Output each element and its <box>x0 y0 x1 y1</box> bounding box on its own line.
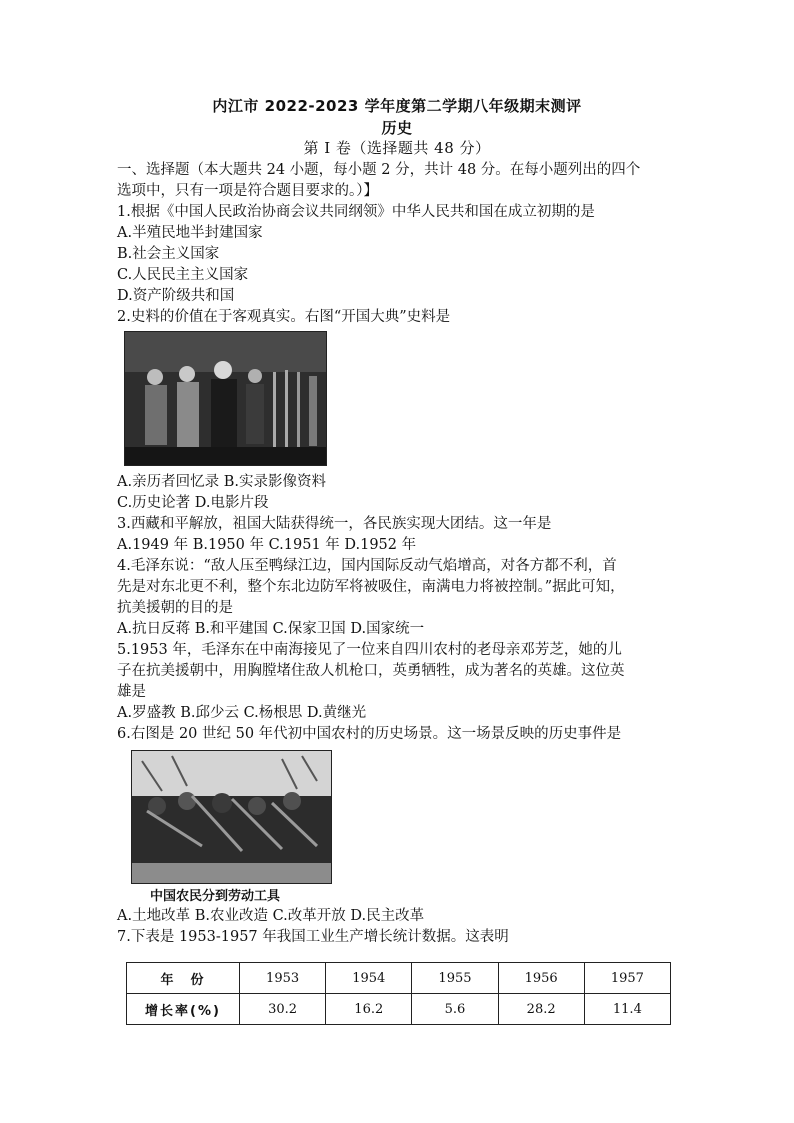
question-4-options: A.抗日反蒋 B.和平建国 C.保家卫国 D.国家统一 <box>117 621 425 637</box>
question-3-stem: 3.西藏和平解放，祖国大陆获得统一，各民族实现大团结。这一年是 <box>117 516 552 532</box>
question-1-option-c: C.人民民主主义国家 <box>117 267 249 283</box>
table-cell: 1954 <box>326 963 412 994</box>
founding-ceremony-photo <box>124 331 327 466</box>
question-1-option-d: D.资产阶级共和国 <box>117 288 235 304</box>
table-cell: 1956 <box>498 963 584 994</box>
question-1-option-a: A.半殖民地半封建国家 <box>117 225 263 241</box>
question-2-stem: 2.史料的价值在于客观真实。右图“开国大典”史料是 <box>117 309 451 325</box>
question-7-stem: 7.下表是 1953-1957 年我国工业生产增长统计数据。这表明 <box>117 929 509 945</box>
photo-caption: 中国农民分到劳动工具 <box>150 889 281 904</box>
founding-ceremony-illustration <box>125 332 326 465</box>
table-cell: 5.6 <box>412 994 498 1025</box>
question-5-stem-line-2: 子在抗美援朝中，用胸膛堵住敌人机枪口，英勇牺牲，成为著名的英雄。这位英 <box>117 663 625 679</box>
question-4-stem-line-2: 先是对东北更不利，整个东北边防军将被吸住，南满电力将被控制。”据此可知， <box>117 579 625 595</box>
question-1-stem: 1.根据《中国人民政治协商会议共同纲领》中华人民共和国在成立初期的是 <box>117 204 595 220</box>
instructions-line-1: 一、选择题（本大题共 24 小题，每小题 2 分，共计 48 分。在每小题列出的四个 <box>117 162 641 178</box>
question-5-options: A.罗盛教 B.邱少云 C.杨根思 D.黄继光 <box>117 705 367 721</box>
section-heading: 第 I 卷（选择题共 48 分） <box>303 139 491 157</box>
table-header-year: 年 份 <box>127 963 240 994</box>
question-3-options: A.1949 年 B.1950 年 C.1951 年 D.1952 年 <box>117 537 417 553</box>
question-4-stem-line-1: 4.毛泽东说：“敌人压至鸭绿江边，国内国际反动气焰增高，对各方都不利，首 <box>117 558 617 574</box>
table-cell: 1955 <box>412 963 498 994</box>
question-5-stem-line-3: 雄是 <box>117 684 146 700</box>
question-6-options: A.土地改革 B.农业改造 C.改革开放 D.民主改革 <box>117 908 425 924</box>
table-cell: 16.2 <box>326 994 412 1025</box>
question-6-stem: 6.右图是 20 世纪 50 年代初中国农村的历史场景。这一场景反映的历史事件是 <box>117 726 622 742</box>
table-cell: 1953 <box>240 963 326 994</box>
table-cell: 28.2 <box>498 994 584 1025</box>
table-cell: 11.4 <box>584 994 670 1025</box>
table-cell: 1957 <box>584 963 670 994</box>
farmers-tools-illustration <box>132 751 331 883</box>
exam-title: 内江市 2022-2023 学年度第二学期八年级期末测评 <box>212 97 582 115</box>
question-2-option-cd: C.历史论著 D.电影片段 <box>117 495 269 511</box>
table-header-rate: 增长率(%) <box>127 994 240 1025</box>
question-2-option-ab: A.亲历者回忆录 B.实录影像资料 <box>117 474 326 490</box>
instructions-line-2: 选项中，只有一项是符合题目要求的。）】 <box>117 183 378 199</box>
industrial-growth-table <box>126 962 671 1025</box>
question-5-stem-line-1: 5.1953 年，毛泽东在中南海接见了一位来自四川农村的老母亲邓芳芝，她的儿 <box>117 642 622 658</box>
exam-subject: 历史 <box>381 119 413 137</box>
question-1-option-b: B.社会主义国家 <box>117 246 220 262</box>
farmers-tools-photo <box>131 750 332 884</box>
question-4-stem-line-3: 抗美援朝的目的是 <box>117 600 233 616</box>
table-row <box>127 963 671 994</box>
table-cell: 30.2 <box>240 994 326 1025</box>
table-row <box>127 994 671 1025</box>
